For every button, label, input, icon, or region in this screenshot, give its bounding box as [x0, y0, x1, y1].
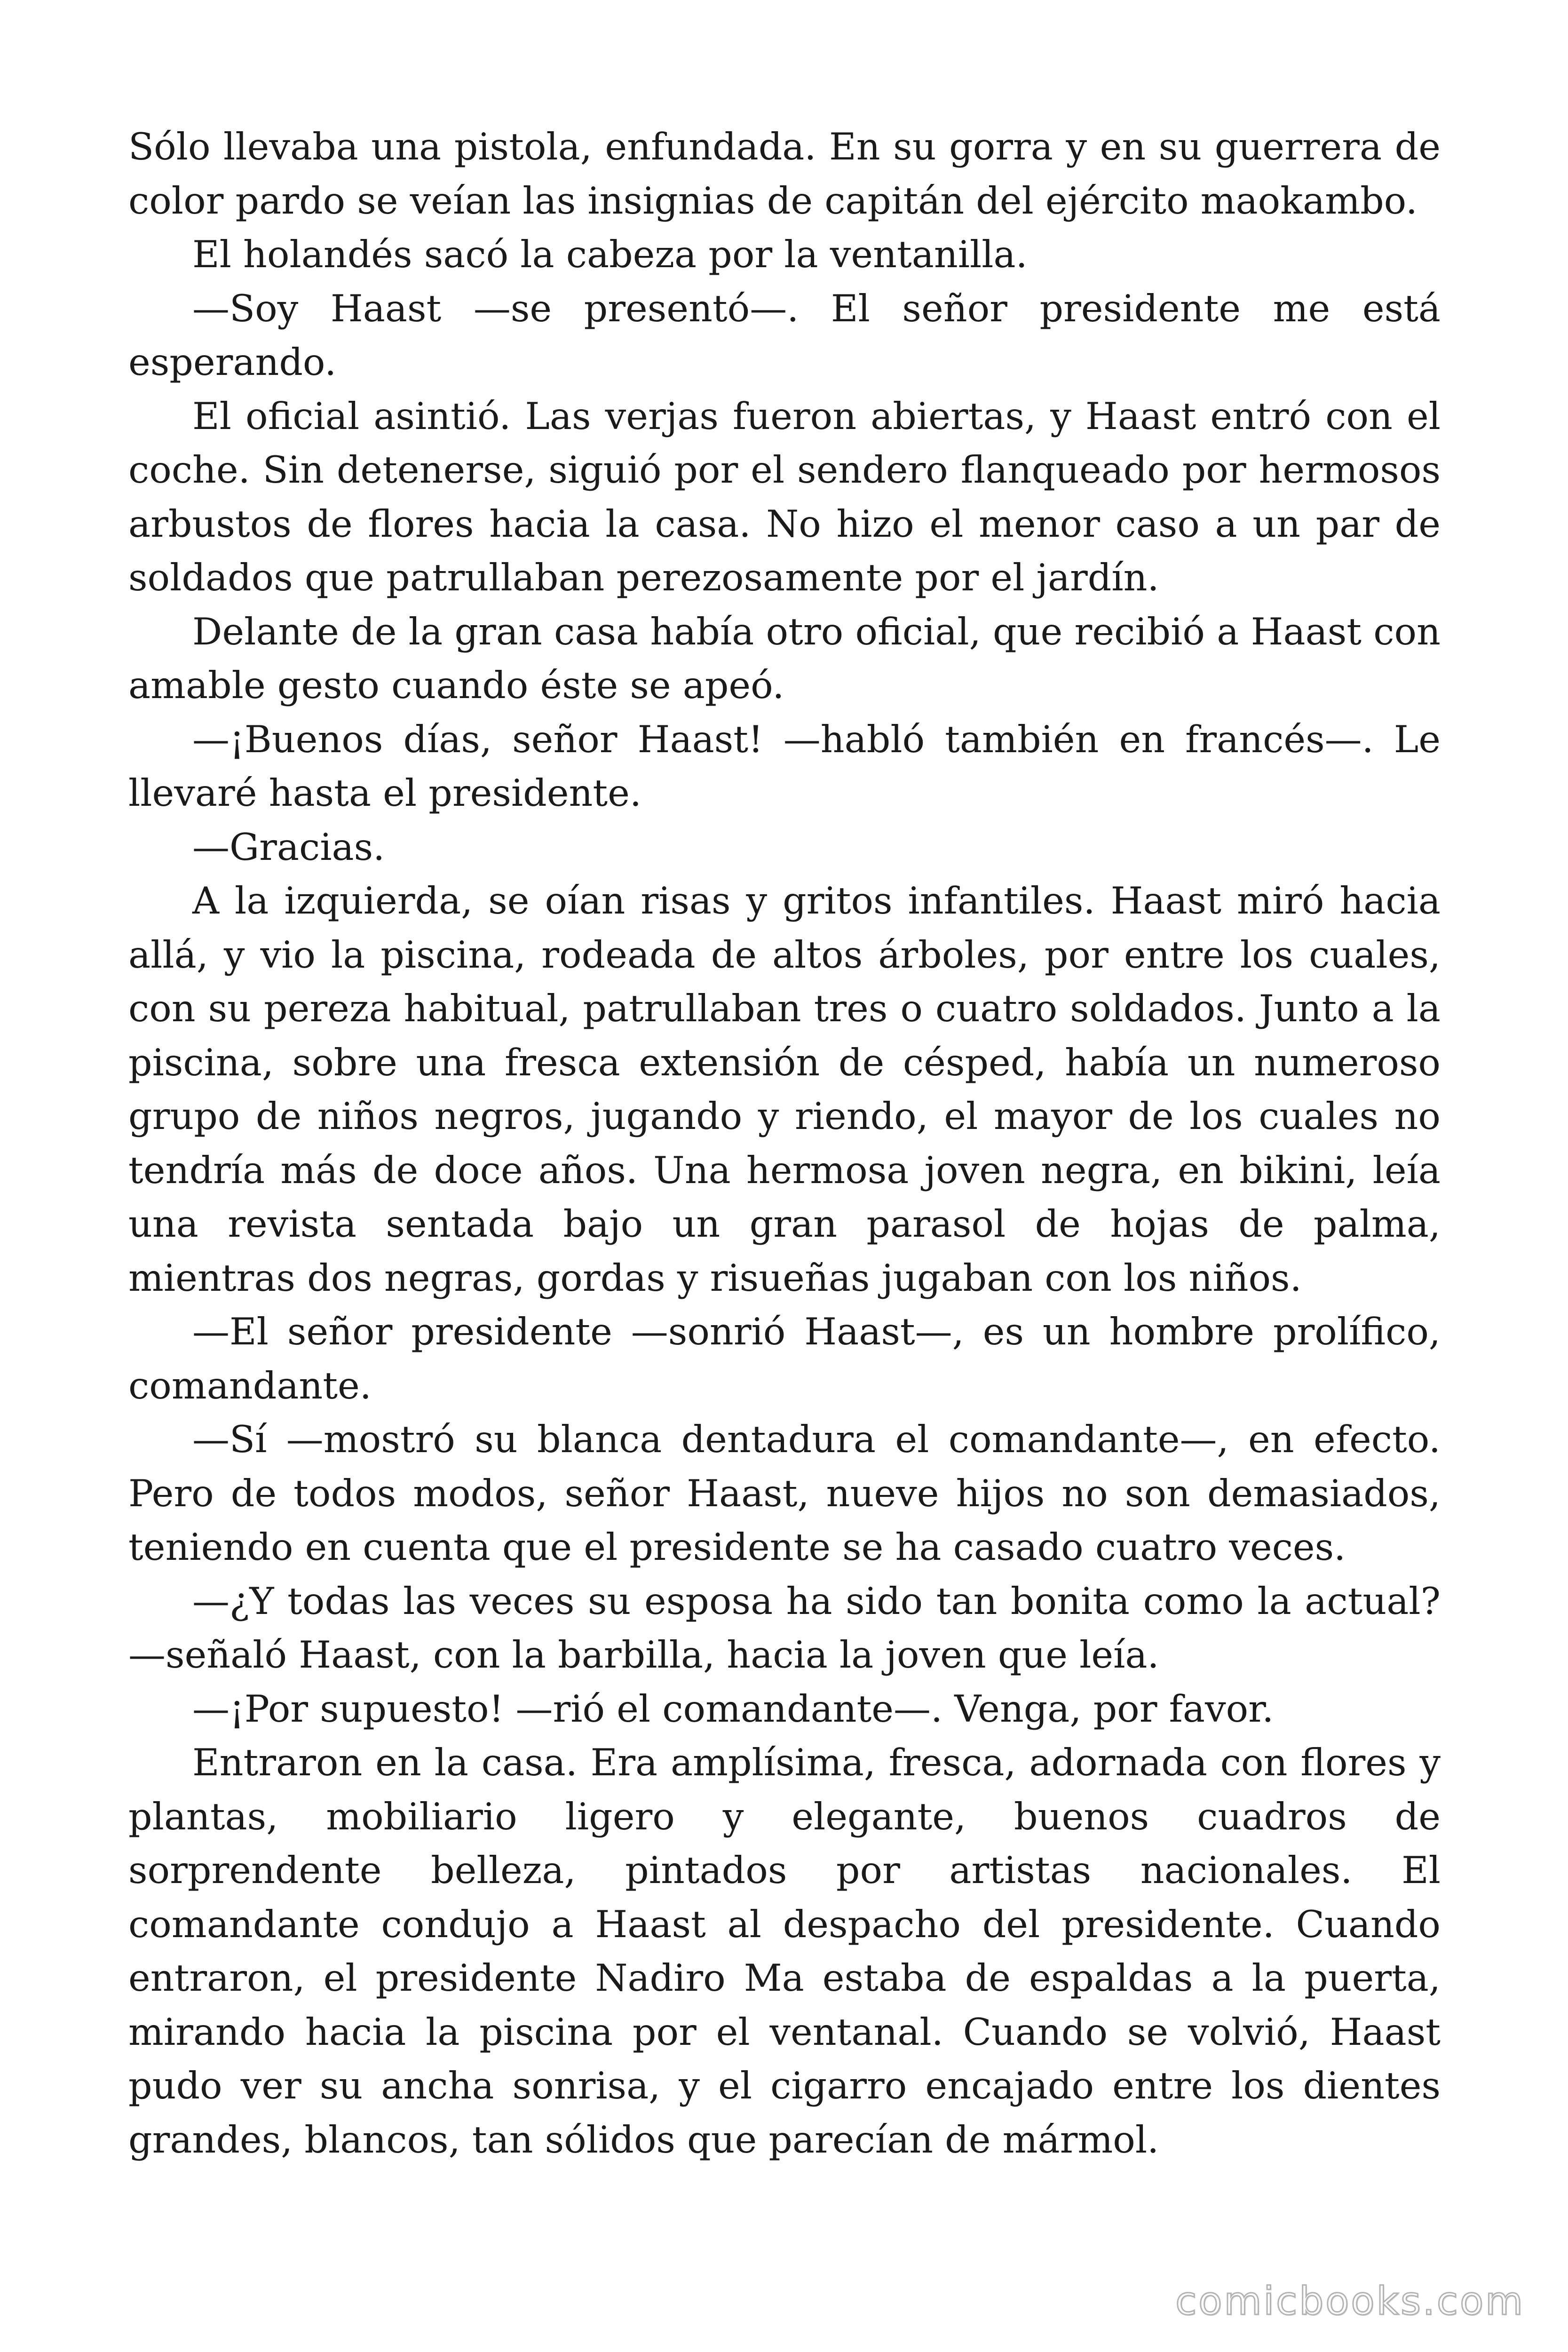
- paragraph: A la izquierda, se oían risas y gritos infantiles. Haast miró hacia allá, y vio la piscina, rodeada de altos árboles, por entre los cuales, con su pereza habitual, patrullaban tres o cuatro soldados. Junto a la piscina, sobre una fresca extensión de césped, había un numeroso grupo de niños negros, jugando y riendo, el mayor de los cuales no tendría más de doce años. Una hermosa joven negra, en bikini, leía una revista sentada bajo un gran parasol de hojas de palma, mientras dos negras, gordas y risueñas jugaban con los niños.: [128, 879, 1441, 1300]
- paragraph: —¡Buenos días, señor Haast! —habló también en francés—. Le llevaré hasta el presidente.: [128, 717, 1441, 815]
- watermark: comicbooks.com: [1175, 2279, 1525, 2324]
- paragraph: —¡Por supuesto! —rió el comandante—. Venga, por favor.: [192, 1687, 1274, 1731]
- paragraph: —Gracias.: [192, 825, 385, 869]
- paragraph: El holandés sacó la cabeza por la ventanilla.: [192, 233, 1028, 276]
- paragraph: Sólo llevaba una pistola, enfundada. En su gorra y en su guerrera de color pardo se veían las insignias de capitán del ejército maokambo.: [128, 125, 1441, 222]
- paragraph: Entraron en la casa. Era amplísima, fresca, adornada con flores y plantas, mobiliario ligero y elegante, buenos cuadros de sorprendente belleza, pintados por artistas nacionales. El comandante condujo a Haast al despacho del presidente. Cuando entraron, el presidente Nadiro Ma estaba de espaldas a la puerta, mirando hacia la piscina por el ventanal. Cuando se volvió, Haast pudo ver su ancha sonrisa, y el cigarro encajado entre los dientes grandes, blancos, tan sólidos que parecían de mármol.: [128, 1741, 1441, 2161]
- paragraph: —Soy Haast —se presentó—. El señor presidente me está esperando.: [128, 286, 1441, 384]
- paragraph: —El señor presidente —sonrió Haast—, es un hombre prolífico, comandante.: [128, 1310, 1441, 1407]
- paragraph: Delante de la gran casa había otro oficial, que recibió a Haast con amable gesto cuando éste se apeó.: [128, 610, 1441, 707]
- body-text: [128, 120, 1441, 2167]
- paragraph: —Sí —mostró su blanca dentadura el comandante—, en efecto. Pero de todos modos, señor Haast, nueve hijos no son demasiados, teniendo en cuenta que el presidente se ha casado cuatro veces.: [128, 1418, 1441, 1569]
- paragraph: El oficial asintió. Las verjas fueron abiertas, y Haast entró con el coche. Sin detenerse, siguió por el sendero flanqueado por hermosos arbustos de flores hacia la casa. No hizo el menor caso a un par de soldados que patrullaban perezosamente por el jardín.: [128, 394, 1441, 599]
- paragraph: —¿Y todas las veces su esposa ha sido tan bonita como la actual? —señaló Haast, con la barbilla, hacia la joven que leía.: [128, 1579, 1441, 1677]
